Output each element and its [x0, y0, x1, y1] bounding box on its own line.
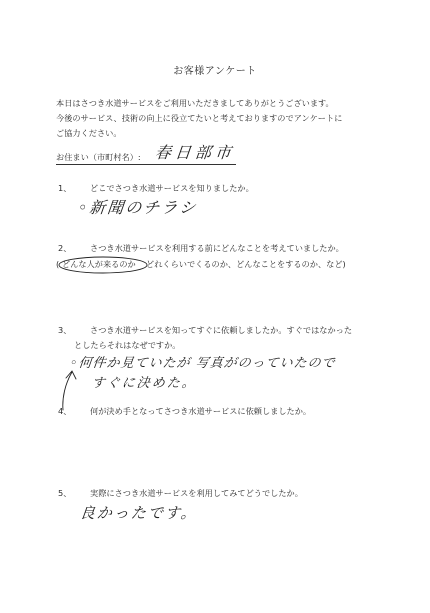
address-label: お住まい（市町村名）:: [56, 152, 141, 162]
address-answer: 春日部市: [153, 143, 236, 162]
question-2-options-rest: どれくらいでくるのか、どんなことをするのか、など): [146, 259, 346, 269]
question-1-text: どこでさつき水道サービスを知りましたか。: [90, 183, 254, 193]
intro-line-2: 今後のサービス、技術の向上に役立てたいと考えておりますのでアンケートに: [56, 113, 343, 123]
question-2-number: 2、: [58, 243, 72, 253]
question-5-text: 実際にさつき水道サービスを利用してみてどうでしたか。: [90, 488, 303, 498]
question-3-text-line-2: としたらそれはなぜですか。: [74, 340, 181, 350]
question-3-answer-line-1: ◦何件か見ていたが 写真がのっていたので: [69, 356, 337, 371]
question-2-selected-option: どんな人が来るのか: [62, 259, 136, 269]
question-3-text-line-1: さつき水道サービスを知ってすぐに依頼しましたか。すぐではなかった: [90, 325, 353, 335]
question-2-options-prefix: (: [56, 259, 60, 269]
question-4-text: 何が決め手となってさつき水道サービスに依頼しましたか。: [90, 406, 312, 416]
question-2-text: さつき水道サービスを利用する前にどんなことを考えていましたか。: [90, 243, 344, 253]
question-5-answer: 良かったです。: [79, 504, 199, 522]
hand-arrow-mark: [63, 371, 76, 410]
intro-line-1: 本日はさつき水道サービスをご利用いただきましてありがとうございます。: [56, 98, 334, 108]
question-3-answer-line-2: すぐに決めた。: [91, 376, 198, 391]
survey-title: お客様アンケート: [173, 66, 257, 77]
address-underline: [56, 164, 236, 165]
question-1-number: 1、: [58, 183, 72, 193]
intro-line-3: ご協力ください。: [56, 128, 122, 138]
question-3-number: 3、: [58, 325, 72, 335]
question-5-number: 5、: [58, 488, 72, 498]
question-1-answer: ◦新聞のチラシ: [76, 198, 199, 217]
question-4-number: 4、: [58, 406, 72, 416]
